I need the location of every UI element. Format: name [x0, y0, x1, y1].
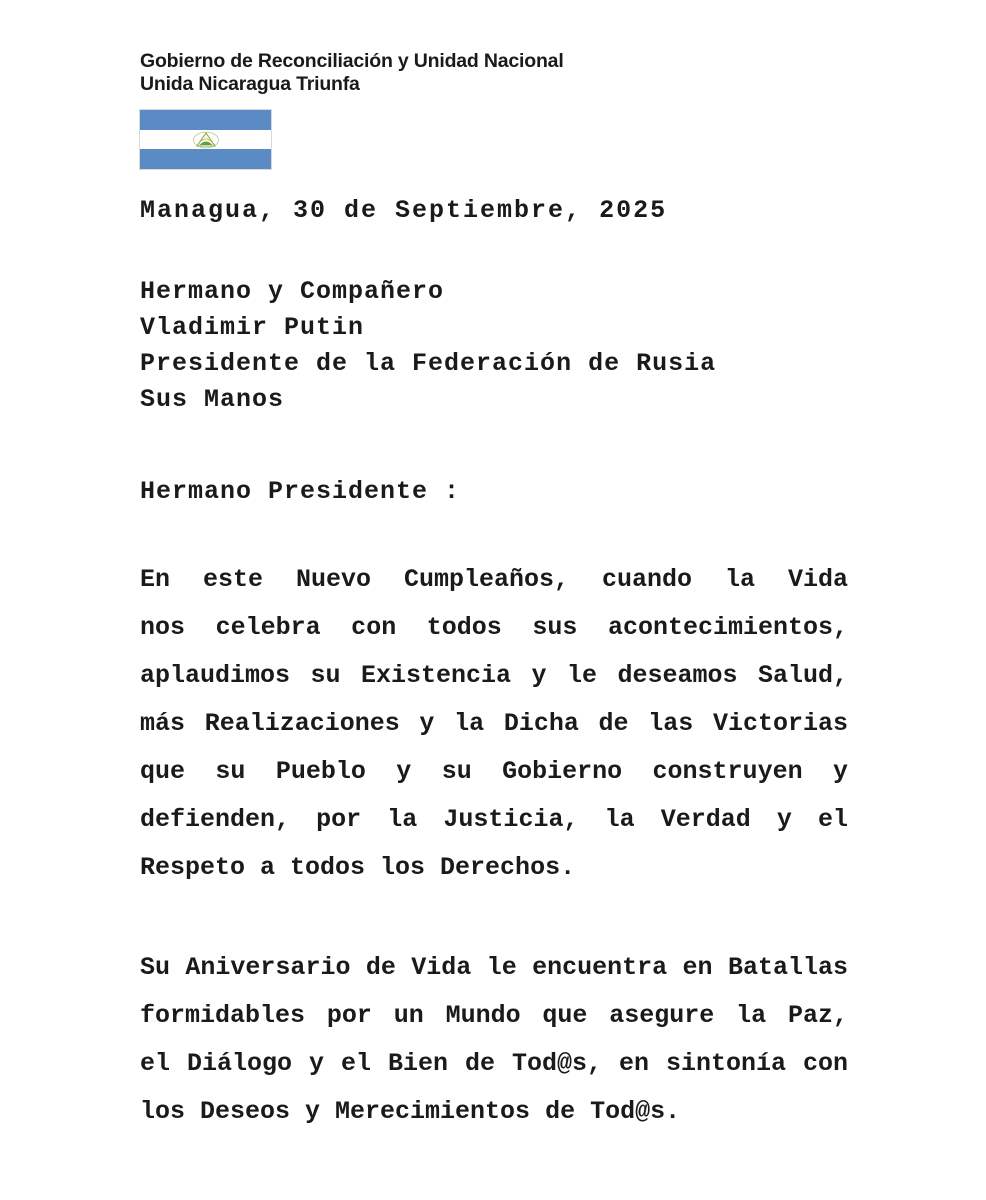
recipient-line-name: Vladimir Putin	[140, 313, 365, 342]
letter-line: más Realizaciones y la Dicha de las Victorias	[140, 709, 848, 738]
letter-line: aplaudimos su Existencia y le deseamos Salud,	[140, 661, 848, 690]
letter-line: Respeto a todos los Derechos.	[140, 853, 576, 882]
letterhead-org-line2: Unida Nicaragua Triunfa	[140, 73, 360, 95]
dateline: Managua, 30 de Septiembre, 2025	[140, 196, 668, 225]
flag-stripe-white	[140, 130, 271, 149]
salutation: Hermano Presidente :	[140, 477, 461, 506]
letter-line: el Diálogo y el Bien de Tod@s, en sintonía con	[140, 1049, 848, 1078]
flag-stripe-blue-bottom	[140, 149, 271, 169]
letter-paragraph	[140, 944, 848, 1136]
recipient-line-greeting: Hermano y Compañero	[140, 277, 445, 306]
recipient-block	[140, 274, 848, 418]
letter-line: defienden, por la Justicia, la Verdad y el	[140, 805, 848, 834]
letterhead-org-line1: Gobierno de Reconciliación y Unidad Nacional	[140, 50, 564, 72]
recipient-line-title: Presidente de la Federación de Rusia	[140, 349, 717, 378]
letterhead	[140, 50, 848, 96]
letter-line: En este Nuevo Cumpleaños, cuando la Vida	[140, 565, 848, 594]
letter-line: formidables por un Mundo que asegure la Paz,	[140, 1001, 848, 1030]
letter-line: nos celebra con todos sus acontecimientos,	[140, 613, 848, 642]
letter-line: los Deseos y Merecimientos de Tod@s.	[140, 1097, 681, 1126]
nicaragua-flag	[140, 110, 271, 169]
flag-stripe-blue-top	[140, 110, 271, 130]
recipient-line-delivery: Sus Manos	[140, 385, 285, 414]
coat-of-arms-icon	[192, 131, 219, 148]
letter-line: Su Aniversario de Vida le encuentra en Batallas	[140, 953, 848, 982]
letter-line: que su Pueblo y su Gobierno construyen y	[140, 757, 848, 786]
letter-paragraphs	[140, 556, 848, 1136]
letter-paragraph	[140, 556, 848, 892]
